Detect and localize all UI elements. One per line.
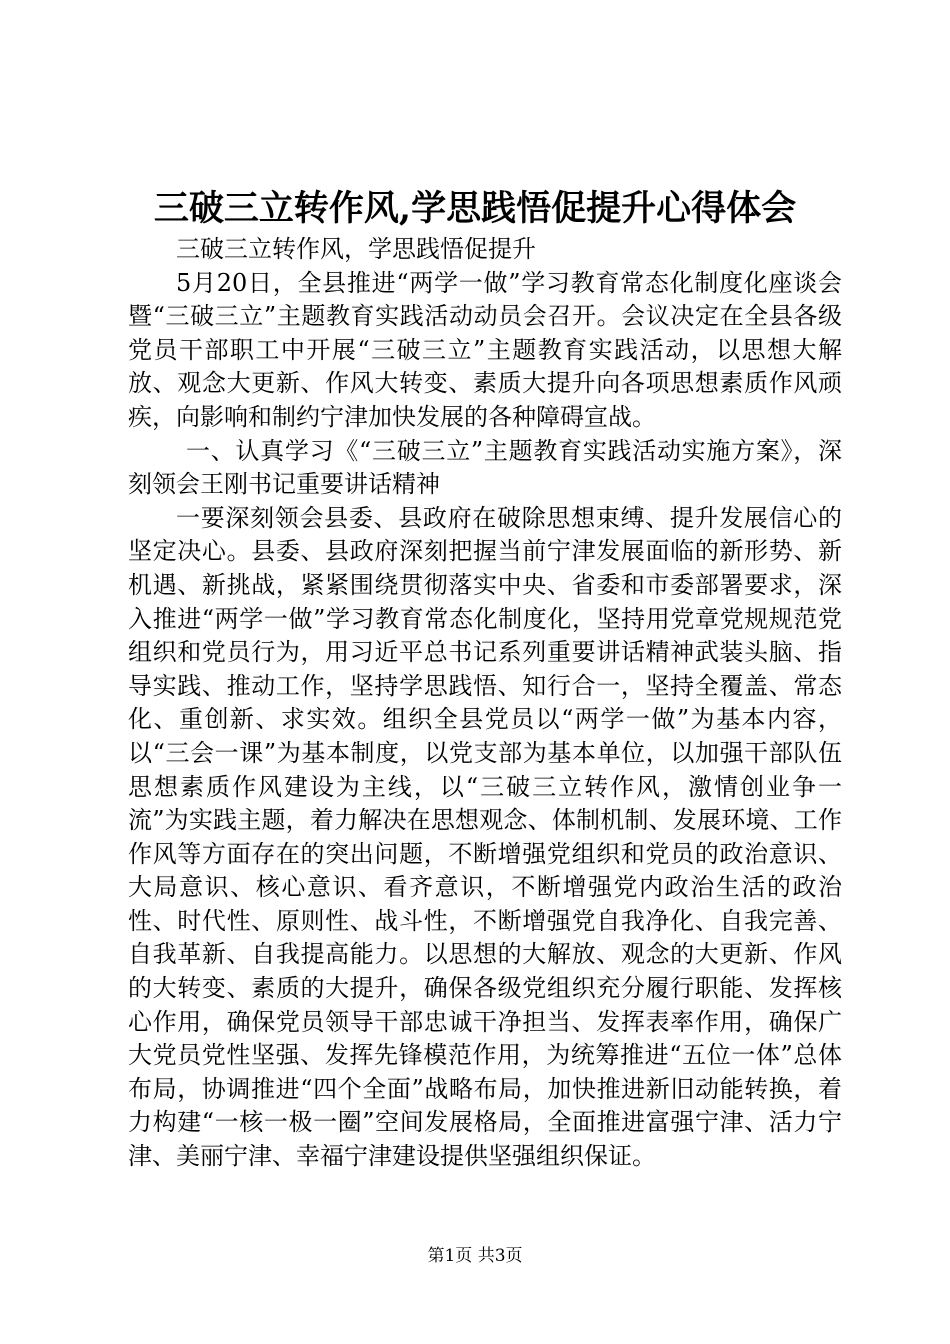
paragraph-intro: 5月20日，全县推进“两学一做”学习教育常态化制度化座谈会暨“三破三立”主题教育实践活动动员会召开。会议决定在全县各级党员干部职工中开展“三破三立”主题教育实践活动，以思想大解放、观念大更新、作风大转变、素质大提升向各项思想素质作风顽疾，向影响和制约宁津加快发展的各种障碍宣战。: [128, 268, 842, 431]
page-number: 第1页 共3页: [427, 1246, 523, 1266]
document-title: 三破三立转作风,学思践悟促提升心得体会: [153, 188, 797, 229]
document-subtitle: 三破三立转作风，学思践悟促提升: [176, 235, 536, 263]
document-body: [128, 233, 842, 1174]
paragraph-body: 一要深刻领会县委、县政府在破除思想束缚、提升发展信心的坚定决心。县委、县政府深刻把握当前宁津发展面临的新形势、新机遇、新挑战，紧紧围绕贯彻落实中央、省委和市委部署要求，深入推进“两学一做”学习教育常态化制度化，坚持用党章党规规范党组织和党员行为，用习近平总书记系列重要讲话精神武装头脑、指导实践、推动工作，坚持学思践悟、知行合一，坚持全覆盖、常态化、重创新、求实效。组织全县党员以“两学一做”为基本内容，以“三会一课”为基本制度，以党支部为基本单位，以加强干部队伍思想素质作风建设为主线，以“三破三立转作风，激情创业争一流”为实践主题，着力解决在思想观念、体制机制、发展环境、工作作风等方面存在的突出问题，不断增强党组织和党员的政治意识、大局意识、核心意识、看齐意识，不断增强党内政治生活的政治性、时代性、原则性、战斗性，不断增强党自我净化、自我完善、自我革新、自我提高能力。以思想的大解放、观念的大更新、作风的大转变、素质的大提升，确保各级党组织充分履行职能、发挥核心作用，确保党员领导干部忠诚干净担当、发挥表率作用，确保广大党员党性坚强、发挥先锋模范作用，为统筹推进“五位一体”总体布局，协调推进“四个全面”战略布局，加快推进新旧动能转换，着力构建“一核一极一圈”空间发展格局，全面推进富强宁津、活力宁津、美丽宁津、幸福宁津建设提供坚强组织保证。: [128, 503, 842, 1171]
section-heading: 一、认真学习《“三破三立”主题教育实践活动实施方案》，深刻领会王刚书记重要讲话精神: [128, 436, 842, 499]
